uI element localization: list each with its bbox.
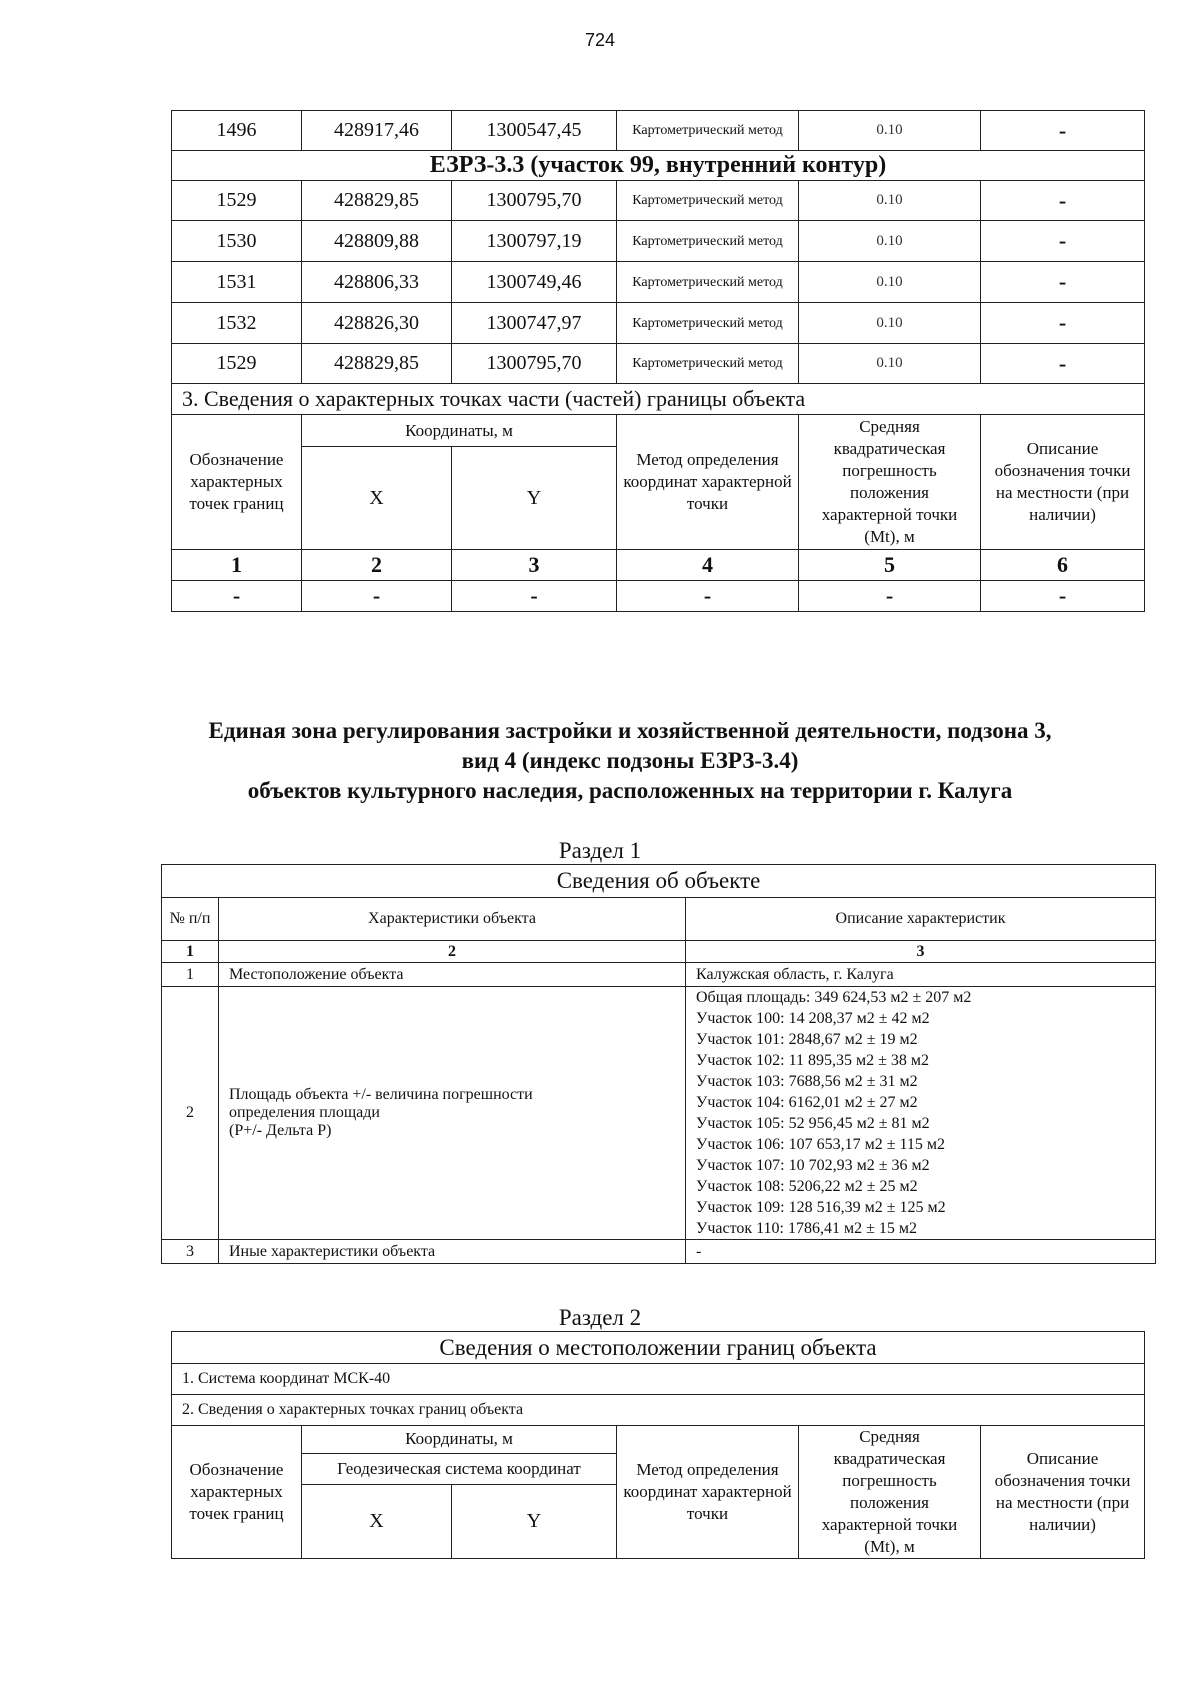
heading-line: объектов культурного наследия, расположенных на территории г. Калуга <box>247 778 1013 803</box>
error-value: 0.10 <box>799 221 981 262</box>
characteristic-name: Иные характеристики объекта <box>219 1240 686 1264</box>
coord-x: 428829,85 <box>302 344 452 384</box>
description-header: Описание обозначения точки на местности (при наличии) <box>981 415 1145 550</box>
table-row <box>172 303 1145 344</box>
characteristic-value: Калужская область, г. Калуга <box>686 963 1156 987</box>
point-id: 1532 <box>172 303 302 344</box>
empty-cell: - <box>172 581 302 612</box>
table-row <box>162 1240 1156 1264</box>
heading-line: вид 4 (индекс подзоны ЕЗРЗ-3.4) <box>461 748 799 773</box>
col-header-number: № п/п <box>162 898 219 941</box>
coord-y: 1300749,46 <box>452 262 617 303</box>
name-line: определения площади <box>229 1104 380 1121</box>
col-header-characteristic: Характеристики объекта <box>219 898 686 941</box>
col-header-description: Описание характеристик <box>686 898 1156 941</box>
method: Картометрический метод <box>617 181 799 221</box>
column-number: 3 <box>452 550 617 581</box>
coord-y: 1300747,97 <box>452 303 617 344</box>
coord-y: 1300795,70 <box>452 344 617 384</box>
heading-line: Единая зона регулирования застройки и хозяйственной деятельности, подзона 3, <box>208 718 1052 743</box>
characteristic-value: - <box>686 1240 1156 1264</box>
method: Картометрический метод <box>617 303 799 344</box>
table-row <box>172 181 1145 221</box>
section1-caption: Сведения об объекте <box>162 865 1156 898</box>
error-value: 0.10 <box>799 111 981 151</box>
description: - <box>981 181 1145 221</box>
empty-cell: - <box>617 581 799 612</box>
area-values <box>686 987 1156 1240</box>
method: Картометрический метод <box>617 221 799 262</box>
column-number: 5 <box>799 550 981 581</box>
description: - <box>981 111 1145 151</box>
column-number: 1 <box>162 941 219 963</box>
point-id: 1530 <box>172 221 302 262</box>
method: Картометрический метод <box>617 111 799 151</box>
area-line: Участок 105: 52 956,45 м2 ± 81 м2 <box>696 1115 930 1132</box>
error-header: Средняя квадратическая погрешность положения характерной точки (Mt), м <box>799 415 981 550</box>
table-row <box>172 262 1145 303</box>
column-number: 6 <box>981 550 1145 581</box>
empty-cell: - <box>452 581 617 612</box>
object-info-table <box>161 864 1156 1264</box>
error-header: Средняя квадратическая погрешность положения характерной точки (Mt), м <box>799 1426 981 1559</box>
row-number: 1 <box>162 963 219 987</box>
coord-x: 428917,46 <box>302 111 452 151</box>
error-value: 0.10 <box>799 303 981 344</box>
coord-x: 428809,88 <box>302 221 452 262</box>
row-number: 2 <box>162 987 219 1240</box>
column-number: 3 <box>686 941 1156 963</box>
coord-y: 1300547,45 <box>452 111 617 151</box>
points-title: 2. Сведения о характерных точках границ объекта <box>172 1395 1145 1426</box>
empty-cell: - <box>799 581 981 612</box>
description-header: Описание обозначения точки на местности (при наличии) <box>981 1426 1145 1559</box>
area-line: Участок 104: 6162,01 м2 ± 27 м2 <box>696 1094 918 1111</box>
characteristic-name <box>219 987 686 1240</box>
empty-cell: - <box>981 581 1145 612</box>
part3-title: 3. Сведения о характерных точках части (частей) границы объекта <box>172 384 1145 415</box>
coordinates-header: Координаты, м <box>302 415 617 447</box>
name-line: (P+/- Дельта P) <box>229 1122 332 1139</box>
area-line: Участок 100: 14 208,37 м2 ± 42 м2 <box>696 1010 930 1027</box>
area-line: Участок 108: 5206,22 м2 ± 25 м2 <box>696 1178 918 1195</box>
designation-header: Обозначение характерных точек границ <box>172 415 302 550</box>
boundary-location-table <box>171 1331 1145 1559</box>
header-row <box>162 898 1156 941</box>
y-header: Y <box>452 447 617 550</box>
column-number: 2 <box>219 941 686 963</box>
coord-y: 1300795,70 <box>452 181 617 221</box>
description: - <box>981 303 1145 344</box>
table-row <box>162 963 1156 987</box>
row-number: 3 <box>162 1240 219 1264</box>
subsection-title: ЕЗРЗ-3.3 (участок 99, внутренний контур) <box>172 151 1145 181</box>
method: Картометрический метод <box>617 344 799 384</box>
error-value: 0.10 <box>799 344 981 384</box>
coord-y: 1300797,19 <box>452 221 617 262</box>
error-value: 0.10 <box>799 181 981 221</box>
point-id: 1529 <box>172 344 302 384</box>
geodetic-system-header: Геодезическая система координат <box>302 1453 617 1485</box>
designation-header: Обозначение характерных точек границ <box>172 1426 302 1559</box>
x-header: X <box>302 1485 452 1559</box>
coordinates-header: Координаты, м <box>302 1426 617 1454</box>
coordinate-system: 1. Система координат МСК-40 <box>172 1364 1145 1395</box>
column-number: 2 <box>302 550 452 581</box>
empty-cell: - <box>302 581 452 612</box>
column-number: 4 <box>617 550 799 581</box>
description: - <box>981 344 1145 384</box>
column-numbers-row <box>162 941 1156 963</box>
section2-label: Раздел 2 <box>558 1305 642 1330</box>
x-header: X <box>302 447 452 550</box>
coord-x: 428806,33 <box>302 262 452 303</box>
method-header: Метод определения координат характерной точки <box>617 1426 799 1559</box>
area-line: Участок 101: 2848,67 м2 ± 19 м2 <box>696 1031 918 1048</box>
table-row <box>172 581 1145 612</box>
area-line: Участок 103: 7688,56 м2 ± 31 м2 <box>696 1073 918 1090</box>
point-id: 1496 <box>172 111 302 151</box>
error-value: 0.10 <box>799 262 981 303</box>
area-line: Участок 107: 10 702,93 м2 ± 36 м2 <box>696 1157 930 1174</box>
column-numbers-row <box>172 550 1145 581</box>
method: Картометрический метод <box>617 262 799 303</box>
point-id: 1529 <box>172 181 302 221</box>
table-row <box>172 344 1145 384</box>
description: - <box>981 221 1145 262</box>
area-line: Участок 110: 1786,41 м2 ± 15 м2 <box>696 1220 918 1237</box>
area-line: Участок 106: 107 653,17 м2 ± 115 м2 <box>696 1136 946 1153</box>
table-row <box>172 111 1145 151</box>
coord-x: 428829,85 <box>302 181 452 221</box>
name-line: Площадь объекта +/- величина погрешности <box>229 1086 533 1103</box>
boundary-points-table <box>171 110 1145 612</box>
description: - <box>981 262 1145 303</box>
coord-x: 428826,30 <box>302 303 452 344</box>
page-number: 724 <box>584 30 616 50</box>
y-header: Y <box>452 1485 617 1559</box>
point-id: 1531 <box>172 262 302 303</box>
section2-caption: Сведения о местоположении границ объекта <box>172 1332 1145 1364</box>
table-row <box>172 221 1145 262</box>
area-line: Общая площадь: 349 624,53 м2 ± 207 м2 <box>696 989 972 1006</box>
zone-heading <box>120 716 1140 806</box>
table-row <box>162 987 1156 1240</box>
section1-label: Раздел 1 <box>558 838 642 863</box>
method-header: Метод определения координат характерной точки <box>617 415 799 550</box>
characteristic-name: Местоположение объекта <box>219 963 686 987</box>
area-line: Участок 109: 128 516,39 м2 ± 125 м2 <box>696 1199 946 1216</box>
area-line: Участок 102: 11 895,35 м2 ± 38 м2 <box>696 1052 930 1069</box>
column-number: 1 <box>172 550 302 581</box>
